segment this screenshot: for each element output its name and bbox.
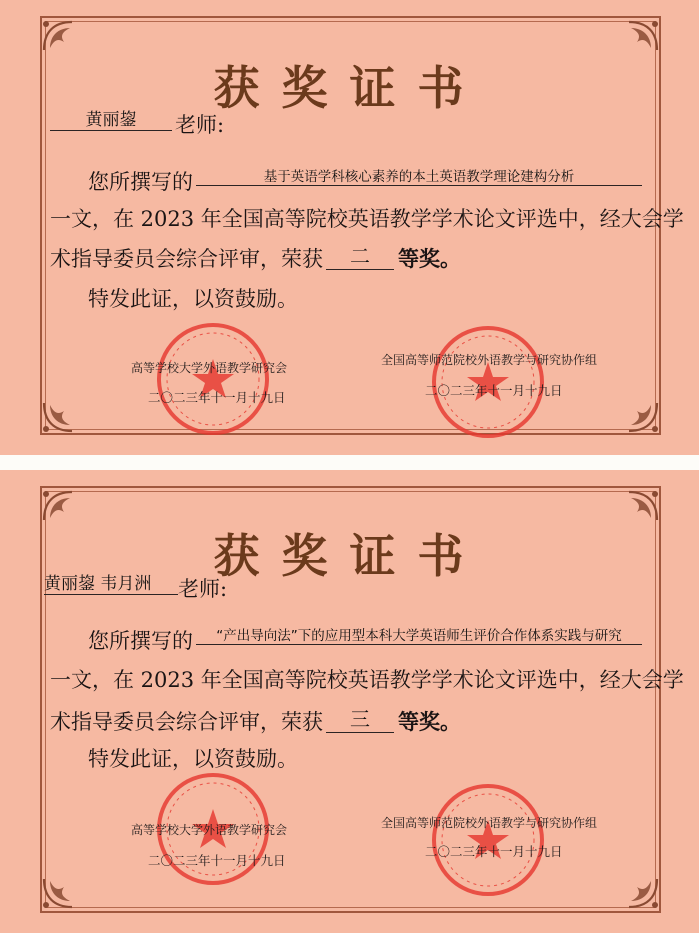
corner-ornament-icon [625,488,661,524]
body-line-2-prefix: 术指导委员会综合评审，荣获 [50,710,323,734]
certificate-title: 获奖证书 [213,529,486,583]
body-line-2-prefix: 术指导委员会综合评审，荣获 [50,247,323,271]
recipient-names: 黄丽鋆 韦月洲 [44,569,178,595]
organizer-right: 全国高等师范院校外语教学与研究协作组 [381,353,598,367]
rank-suffix: 等奖。 [398,246,461,271]
red-seal-icon [153,319,273,439]
intro-text: 您所撰写的 [88,629,193,653]
closing-text: 特发此证，以资鼓励。 [88,287,298,311]
corner-ornament-icon [625,18,661,54]
body-line-1: 一文，在 2023 年全国高等院校英语教学学术论文评选中，经大会学 [50,668,684,692]
date-left: 二〇二三年十一月十九日 [148,853,286,868]
corner-ornament-icon [40,875,76,911]
body-line-1: 一文，在 2023 年全国高等院校英语教学学术论文评选中，经大会学 [50,207,684,231]
organizer-left: 高等学校大学外语教学研究会 [131,823,288,837]
organizer-right: 全国高等师范院校外语教学与研究协作组 [381,816,598,830]
corner-ornament-icon [40,488,76,524]
date-right: 二〇二三年十一月十九日 [425,383,563,398]
certificate-2 [0,470,699,933]
award-rank: 三 [326,703,394,733]
closing-text: 特发此证，以资鼓励。 [88,747,298,771]
corner-ornament-icon [625,875,661,911]
date-left: 二〇二三年十一月十九日 [148,390,286,405]
essay-title: 基于英语学科核心素养的本土英语教学理论建构分析 [196,165,642,186]
organizer-left: 高等学校大学外语教学研究会 [131,361,288,375]
rank-suffix: 等奖。 [398,709,461,734]
certificate-1 [0,0,699,455]
award-rank: 二 [326,240,394,270]
intro-text: 您所撰写的 [88,170,193,194]
red-seal-icon [428,780,548,900]
corner-ornament-icon [40,399,76,435]
recipient-names: 黄丽鋆 [50,105,172,131]
essay-title: “产出导向法”下的应用型本科大学英语师生评价合作体系实践与研究 [196,624,642,645]
date-right: 二〇二三年十一月十九日 [425,844,563,859]
corner-ornament-icon [40,18,76,54]
teacher-suffix: 老师: [175,113,225,137]
certificate-title: 获奖证书 [213,61,486,115]
corner-ornament-icon [625,399,661,435]
teacher-suffix: 老师: [178,577,228,601]
